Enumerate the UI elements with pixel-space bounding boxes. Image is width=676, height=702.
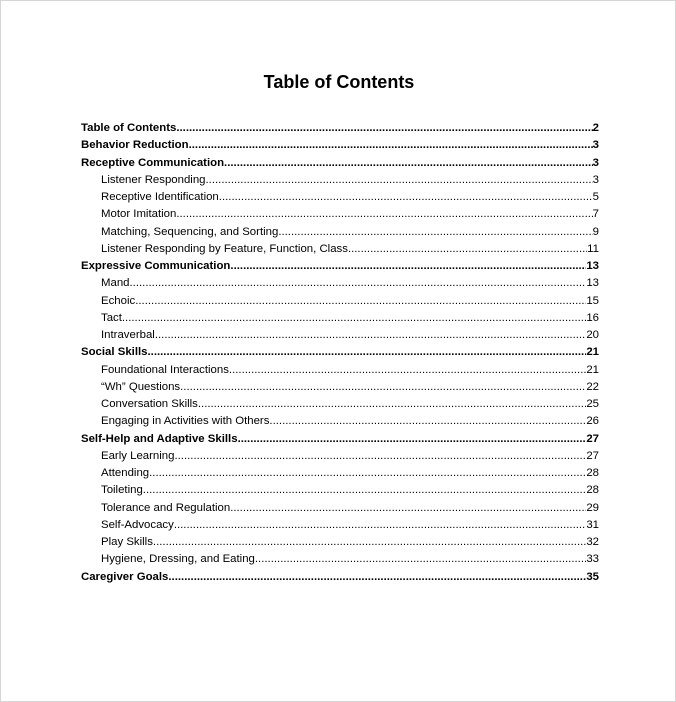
toc-page-number: 2	[592, 122, 599, 134]
toc-entry-label: Engaging in Activities with Others	[101, 415, 270, 428]
toc-page-number: 35	[586, 570, 599, 583]
page-title: Table of Contents	[263, 72, 415, 92]
toc-page-number: 27	[586, 449, 599, 462]
toc-entry-label: Toileting	[101, 484, 143, 497]
toc-entry-label: Intraverbal	[101, 329, 155, 341]
toc-dot-leader	[198, 396, 586, 413]
toc-page-number: 9	[592, 225, 599, 238]
toc-dot-leader	[219, 189, 593, 206]
table-of-contents	[81, 120, 599, 586]
toc-entry-label: Table of Contents	[81, 122, 177, 134]
toc-page-number: 28	[586, 484, 599, 497]
toc-dot-leader	[143, 482, 587, 499]
toc-entry-label: Expressive Communication	[81, 260, 231, 272]
toc-page-number: 26	[586, 415, 599, 428]
toc-entry-label: Mand	[101, 277, 130, 290]
toc-entry-label: Self-Advocacy	[101, 518, 174, 531]
toc-entry-label: Receptive Communication	[81, 156, 225, 169]
toc-dot-leader	[135, 293, 586, 310]
toc-dot-leader	[176, 120, 592, 137]
toc-page-number: 16	[586, 311, 599, 324]
toc-page-number: 5	[592, 191, 599, 203]
toc-section-entry[interactable]	[81, 155, 599, 172]
toc-page-number: 7	[592, 208, 599, 221]
toc-section-entry[interactable]	[81, 431, 599, 448]
toc-page-number: 33	[586, 553, 599, 566]
toc-page-number: 3	[592, 156, 599, 169]
toc-subsection-entry[interactable]	[81, 534, 599, 551]
toc-subsection-entry[interactable]	[81, 172, 599, 189]
toc-dot-leader	[153, 534, 586, 551]
toc-subsection-entry[interactable]	[81, 379, 599, 396]
toc-entry-label: Social Skills	[81, 346, 148, 359]
toc-subsection-entry[interactable]	[81, 448, 599, 465]
toc-dot-leader	[176, 206, 592, 223]
toc-subsection-entry[interactable]	[81, 310, 599, 327]
toc-page-number: 27	[586, 432, 599, 445]
toc-page-number: 13	[586, 260, 599, 272]
toc-subsection-entry[interactable]	[81, 482, 599, 499]
toc-section-entry[interactable]	[81, 120, 599, 137]
toc-entry-label: Play Skills	[101, 536, 153, 548]
toc-entry-label: Tolerance and Regulation	[101, 501, 231, 514]
toc-page-number: 21	[586, 363, 599, 376]
toc-subsection-entry[interactable]	[81, 224, 599, 241]
toc-entry-label: Matching, Sequencing, and Sorting	[101, 225, 279, 238]
toc-dot-leader	[147, 344, 586, 361]
toc-dot-leader	[174, 448, 586, 465]
toc-entry-label: Tact	[101, 311, 122, 324]
toc-dot-leader	[180, 379, 586, 396]
toc-section-entry[interactable]	[81, 258, 599, 275]
toc-dot-leader	[206, 172, 593, 189]
toc-page-number: 15	[586, 294, 599, 307]
toc-entry-label: Receptive Identification	[101, 191, 219, 203]
toc-entry-label: Listener Responding	[101, 173, 206, 186]
toc-entry-label: Echoic	[101, 294, 136, 307]
toc-section-entry[interactable]	[81, 137, 599, 154]
toc-dot-leader	[230, 258, 586, 275]
toc-subsection-entry[interactable]	[81, 241, 599, 258]
toc-dot-leader	[168, 569, 586, 586]
toc-subsection-entry[interactable]	[81, 413, 599, 430]
toc-page-number: 22	[586, 380, 599, 393]
toc-subsection-entry[interactable]	[81, 517, 599, 534]
toc-entry-label: “Wh” Questions	[101, 380, 181, 393]
toc-dot-leader	[229, 362, 586, 379]
toc-entry-label: Hygiene, Dressing, and Eating	[101, 553, 255, 566]
toc-subsection-entry[interactable]	[81, 293, 599, 310]
toc-page-number: 21	[586, 346, 599, 359]
toc-dot-leader	[348, 241, 587, 258]
toc-dot-leader	[278, 224, 592, 241]
toc-subsection-entry[interactable]	[81, 275, 599, 292]
toc-subsection-entry[interactable]	[81, 206, 599, 223]
toc-subsection-entry[interactable]	[81, 551, 599, 568]
toc-entry-label: Behavior Reduction	[81, 139, 189, 152]
toc-page-number: 28	[586, 467, 599, 479]
toc-entry-label: Caregiver Goals	[81, 570, 169, 583]
toc-page-number: 3	[592, 139, 599, 152]
toc-dot-leader	[238, 431, 587, 448]
toc-section-entry[interactable]	[81, 344, 599, 361]
toc-entry-label: Self-Help and Adaptive Skills	[81, 432, 238, 445]
toc-subsection-entry[interactable]	[81, 500, 599, 517]
toc-dot-leader	[122, 310, 586, 327]
toc-page-number: 20	[586, 329, 599, 341]
toc-dot-leader	[189, 137, 593, 154]
toc-dot-leader	[155, 327, 587, 344]
toc-dot-leader	[130, 275, 587, 292]
toc-subsection-entry[interactable]	[81, 465, 599, 482]
toc-page-number: 31	[586, 518, 599, 531]
toc-page-number: 25	[586, 398, 599, 410]
toc-entry-label: Conversation Skills	[101, 398, 198, 410]
toc-dot-leader	[149, 465, 586, 482]
toc-dot-leader	[269, 413, 586, 430]
toc-dot-leader	[255, 551, 586, 568]
toc-subsection-entry[interactable]	[81, 327, 599, 344]
toc-dot-leader	[174, 517, 587, 534]
toc-page-number: 11	[587, 242, 599, 255]
toc-entry-label: Early Learning	[101, 449, 175, 462]
toc-page-number: 29	[586, 501, 599, 514]
toc-entry-label: Foundational Interactions	[101, 363, 229, 376]
toc-entry-label: Listener Responding by Feature, Function, Class	[101, 242, 348, 255]
toc-entry-label: Attending	[101, 467, 150, 479]
toc-section-entry[interactable]	[81, 569, 599, 586]
toc-entry-label: Motor Imitation	[101, 208, 177, 221]
toc-page-number: 13	[586, 277, 599, 290]
toc-subsection-entry[interactable]	[81, 396, 599, 413]
toc-page-number: 3	[592, 173, 599, 186]
toc-dot-leader	[230, 500, 586, 517]
toc-subsection-entry[interactable]	[81, 362, 599, 379]
toc-dot-leader	[224, 155, 593, 172]
toc-page-number: 32	[586, 536, 599, 548]
toc-subsection-entry[interactable]	[81, 189, 599, 206]
